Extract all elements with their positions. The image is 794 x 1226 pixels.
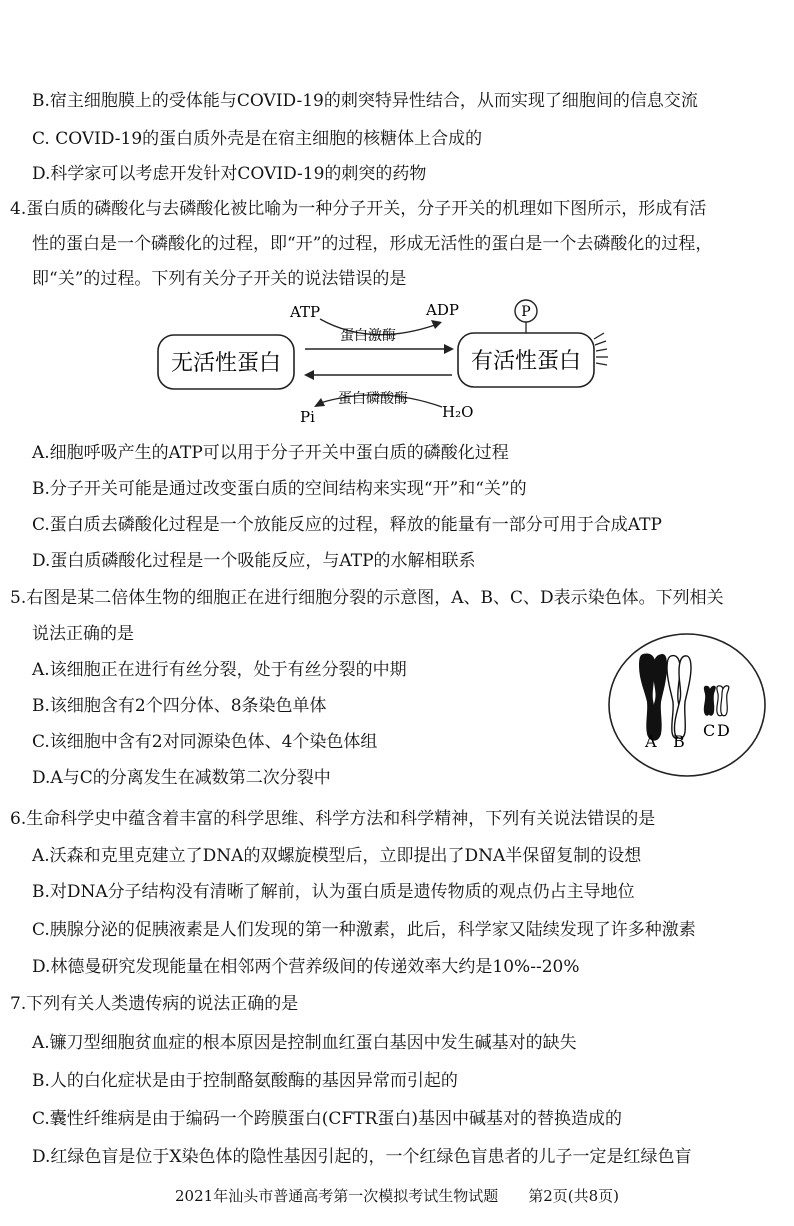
- q5-option-d: D.A与C的分离发生在减数第二次分裂中: [32, 768, 331, 788]
- q4-stem-line-2: 性的蛋白是一个磷酸化的过程，即“开”的过程，形成无活性的蛋白是一个去磷酸化的过程，: [32, 234, 713, 254]
- q4-option-b: B.分子开关可能是通过改变蛋白质的空间结构来实现“开”和“关”的: [32, 479, 527, 499]
- adp-label: ADP: [426, 301, 459, 319]
- q5-stem-line-2: 说法正确的是: [32, 624, 134, 644]
- molecular-switch-diagram: [150, 295, 620, 430]
- q3-option-d: D.科学家可以考虑开发针对COVID-19的刺突的药物: [32, 164, 427, 184]
- q7-option-a: A.镰刀型细胞贫血症的根本原因是控制血红蛋白基因中发生碱基对的缺失: [32, 1033, 577, 1053]
- kinase-label: 蛋白激酶: [340, 328, 396, 344]
- phosphate-label: P: [521, 304, 531, 320]
- q3-option-b: B.宿主细胞膜上的受体能与COVID-19的刺突特异性结合，从而实现了细胞间的信息交流: [32, 91, 698, 111]
- pi-label: Pi: [300, 408, 315, 426]
- chromosome-a-label: A: [645, 732, 657, 751]
- reverse-arrowhead: [304, 370, 314, 380]
- q6-stem: 6.生命科学史中蕴含着丰富的科学思维、科学方法和科学精神，下列有关说法错误的是: [10, 809, 656, 829]
- q6-option-d: D.林德曼研究发现能量在相邻两个营养级间的传递效率大约是10%--20%: [32, 957, 580, 977]
- forward-arrowhead: [444, 344, 454, 354]
- chromosome-b-label: B: [673, 732, 685, 751]
- chromosome-d-label: D: [717, 721, 730, 740]
- cell-division-diagram: [605, 630, 770, 780]
- q7-option-c: C.囊性纤维病是由于编码一个跨膜蛋白(CFTR蛋白)基因中碱基对的替换造成的: [32, 1109, 623, 1129]
- chromosome-a: [639, 654, 667, 741]
- q6-option-c: C.胰腺分泌的促胰液素是人们发现的第一种激素，此后，科学家又陆续发现了许多种激素: [32, 920, 696, 940]
- q4-option-a: A.细胞呼吸产生的ATP可以用于分子开关中蛋白质的磷酸化过程: [32, 443, 509, 463]
- inactive-protein-label: 无活性蛋白: [170, 351, 282, 376]
- atp-to-adp-arrowhead: [431, 320, 442, 329]
- q7-stem: 7.下列有关人类遗传病的说法正确的是: [10, 994, 299, 1014]
- q4-option-d: D.蛋白质磷酸化过程是一个吸能反应，与ATP的水解相联系: [32, 551, 476, 571]
- q5-option-a: A.该细胞正在进行有丝分裂，处于有丝分裂的中期: [32, 660, 407, 680]
- active-site-ticks: [594, 333, 608, 365]
- q7-option-d: D.红绿色盲是位于X染色体的隐性基因引起的，一个红绿色盲患者的儿子一定是红绿色盲: [32, 1147, 692, 1167]
- q4-option-c: C.蛋白质去磷酸化过程是一个放能反应的过程，释放的能量有一部分可用于合成ATP: [32, 515, 662, 535]
- q7-option-b: B.人的白化症状是由于控制酪氨酸酶的基因异常而引起的: [32, 1071, 458, 1091]
- q4-stem-line-3: 即“关”的过程。下列有关分子开关的说法错误的是: [32, 269, 407, 289]
- q3-option-c: C. COVID-19的蛋白质外壳是在宿主细胞的核糖体上合成的: [32, 129, 483, 149]
- chromosome-c: [704, 686, 716, 716]
- q5-option-c: C.该细胞中含有2对同源染色体、4个染色体组: [32, 732, 378, 752]
- page-footer: 2021年汕头市普通高考第一次模拟考试生物试题 第2页(共8页): [175, 1187, 619, 1205]
- water-label: H₂O: [442, 403, 474, 421]
- q4-stem-line-1: 4.蛋白质的磷酸化与去磷酸化被比喻为一种分子开关，分子开关的机理如下图所示，形成有活: [10, 199, 707, 219]
- atp-label: ATP: [290, 303, 321, 321]
- q5-stem-line-1: 5.右图是某二倍体生物的细胞正在进行细胞分裂的示意图，A、B、C、D表示染色体。下列相关: [10, 588, 724, 608]
- phosphatase-label: 蛋白磷酸酶: [338, 391, 408, 407]
- chromosome-c-label: C: [703, 721, 716, 740]
- q5-option-b: B.该细胞含有2个四分体、8条染色单体: [32, 696, 327, 716]
- chromosome-b: [667, 656, 691, 739]
- q6-option-b: B.对DNA分子结构没有清晰了解前，认为蛋白质是遗传物质的观点仍占主导地位: [32, 882, 635, 902]
- chromosome-d: [717, 686, 729, 716]
- q6-option-a: A.沃森和克里克建立了DNA的双螺旋模型后，立即提出了DNA半保留复制的设想: [32, 846, 642, 866]
- active-protein-label: 有活性蛋白: [470, 349, 582, 374]
